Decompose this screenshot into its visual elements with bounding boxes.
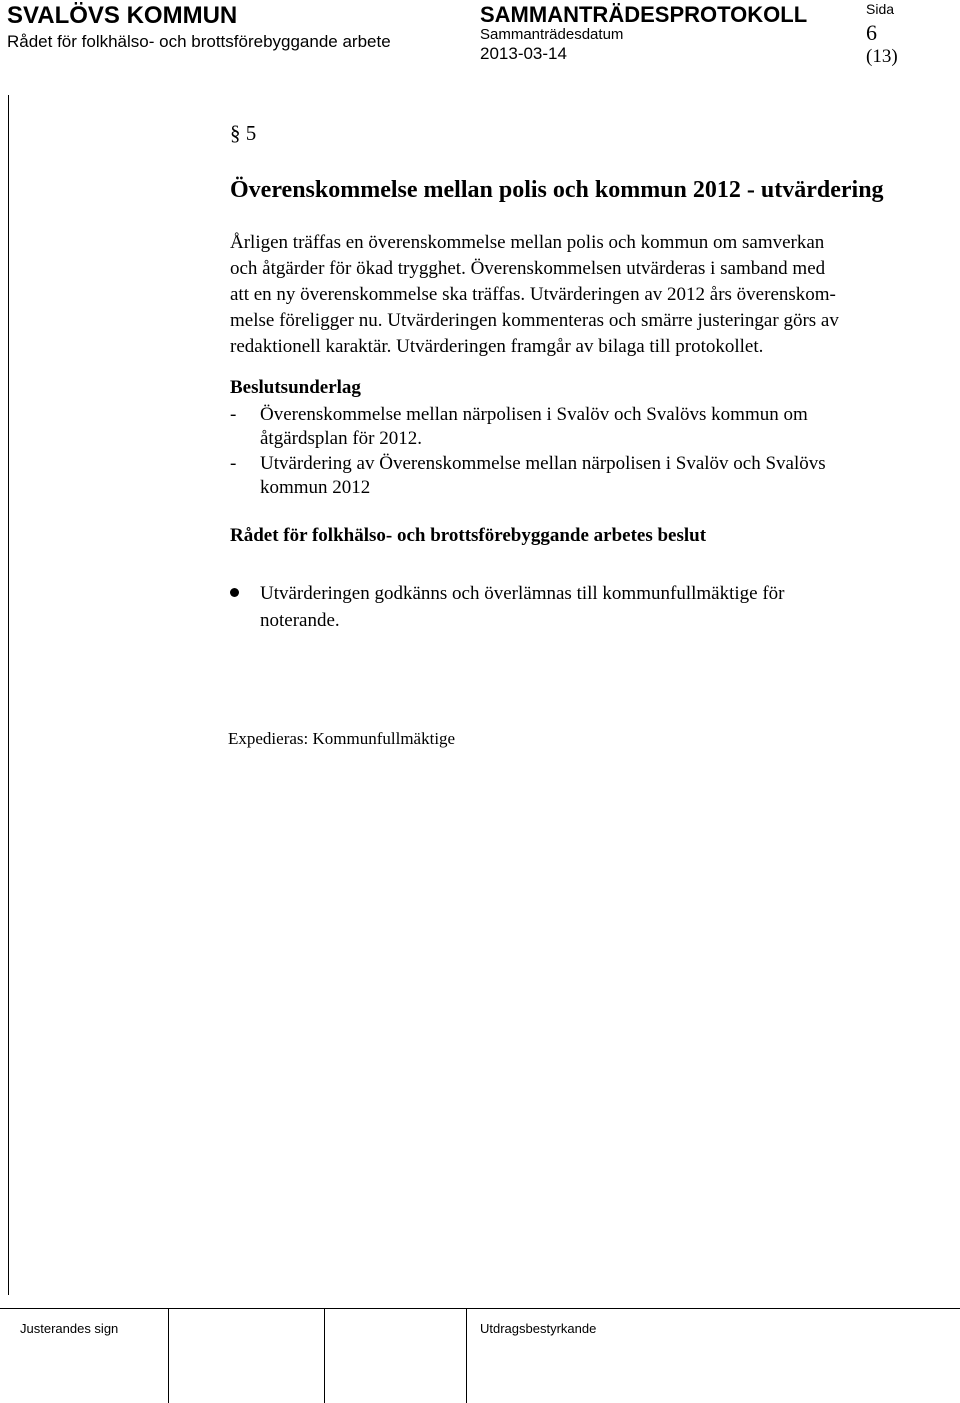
document-type: SAMMANTRÄDESPROTOKOLL bbox=[480, 2, 808, 27]
decision-text bbox=[260, 580, 785, 634]
decision-line: noterande. bbox=[260, 610, 340, 631]
bullet-icon bbox=[230, 588, 239, 597]
dispatch-note: Expedieras: Kommunfullmäktige bbox=[228, 729, 456, 748]
paragraph-number: § 5 bbox=[230, 121, 257, 145]
justerandes-sign-label: Justerandes sign bbox=[20, 1321, 119, 1336]
basis-item-line: åtgärdsplan för 2012. bbox=[260, 428, 422, 449]
basis-item-text bbox=[260, 452, 826, 500]
meeting-date: 2013-03-14 bbox=[480, 44, 567, 63]
page-label: Sida bbox=[866, 1, 895, 17]
footer-rule bbox=[0, 1308, 960, 1309]
committee-name: Rådet för folkhälso- och brottsförebyggande arbete bbox=[7, 32, 391, 51]
body-line: och åtgärder för ökad trygghet. Överenskommelsen utvärderas i samband med bbox=[230, 258, 826, 279]
decision-line: Utvärderingen godkänns och överlämnas till kommunfullmäktige för bbox=[260, 583, 785, 604]
page-number: 6 bbox=[866, 20, 877, 45]
body-line: redaktionell karaktär. Utvärderingen framgår av bilaga till protokollet. bbox=[230, 336, 764, 357]
footer-divider bbox=[466, 1308, 467, 1403]
footer-divider bbox=[168, 1308, 169, 1403]
footer-divider bbox=[324, 1308, 325, 1403]
basis-item-text bbox=[260, 403, 808, 451]
body-line: melse föreligger nu. Utvärderingen kommenteras och smärre justeringar görs av bbox=[230, 310, 839, 331]
meeting-date-label: Sammanträdesdatum bbox=[480, 26, 624, 43]
utdragsbestyrkande-label: Utdragsbestyrkande bbox=[480, 1321, 597, 1336]
page-total: (13) bbox=[866, 46, 898, 67]
dash-marker: - bbox=[230, 404, 237, 425]
left-margin-line bbox=[8, 95, 9, 1295]
section-body bbox=[230, 230, 920, 360]
body-line: Årligen träffas en överenskommelse mellan polis och kommun om samverkan bbox=[230, 232, 825, 253]
section-title: Överenskommelse mellan polis och kommun 2012 - utvärdering bbox=[230, 177, 884, 203]
dash-marker: - bbox=[230, 453, 237, 474]
body-line: att en ny överenskommelse ska träffas. Utvärderingen av 2012 års överenskom- bbox=[230, 284, 836, 305]
basis-item-line: kommun 2012 bbox=[260, 477, 371, 498]
basis-heading: Beslutsunderlag bbox=[230, 377, 361, 398]
decision-heading: Rådet för folkhälso- och brottsförebyggande arbetes beslut bbox=[230, 525, 707, 546]
basis-item-line: Överenskommelse mellan närpolisen i Svalöv och Svalövs kommun om bbox=[260, 404, 808, 425]
basis-item-line: Utvärdering av Överenskommelse mellan närpolisen i Svalöv och Svalövs bbox=[260, 453, 826, 474]
organization-name: SVALÖVS KOMMUN bbox=[7, 2, 238, 29]
